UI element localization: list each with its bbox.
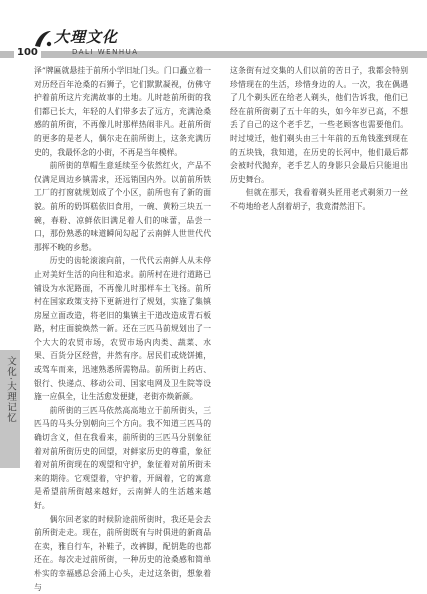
magazine-logo — [32, 22, 152, 62]
paragraph: 这条街有过交集的人们以前的苦日子，我都会特别珍惜现在的生活，珍惜身边的人。一次，我在偶遇了几个剃头匠在给老人剃头，他们告诉我，他们已经在前所街剃了五十年的头，如今年岁已高，不想丢了自己的这个老手艺，一些老顾客也需要他们。时过境迁，他们剃头由三十年前的五角钱涨到现在的五块钱，我知道，在历史的长河中，他们最后都会被时代抛弃，老手艺人的身影只会最后只能退出历史舞台。 — [230, 66, 408, 184]
paragraph: 泽”牌匾就悬挂于前所小学旧址门头。门口矗立着一对历经百年沧桑的石狮子，它们默默凝视，仿佛守护着前所这片充满故事的土地。儿时趁前所街的我们都已长大，年轻的人们带多去了远方，充满沧桑感的前所街，不再像儿时那样热闹非凡。赶前所街的更多的是老人，偶尔走在前所街上，这条充满历史的，我最怀念的小街，不再是当年模样。 — [34, 66, 211, 157]
paragraph: 偶尔回老家的时候阶途前所街时，我还是会去前所街走走。现在，前所街既有与时俱进的新商品在卖，雅自行车，补鞋子，改裤脚，配钥匙的也都还在。每次走过前所街，一种历史的沧桑感和简单朴实的幸福感总会涌上心头，走过这条街，想象着与 — [34, 514, 211, 592]
section-tab — [0, 350, 20, 468]
section-tab-label: 文化·大理记忆 — [5, 356, 16, 424]
right-column — [230, 64, 408, 214]
logo-subtitle: DALI WENHUA — [72, 48, 139, 56]
logo-title: 大理文化 — [54, 28, 119, 46]
paragraph: 前所街的草帽生意延续至今依然红火，产品不仅满足周边乡镇需求，还远销国内外。以前前所铁工厂的打窗就规划成了个小区，前所也有了新的面貌。前所的奶饵糕依旧食用，一碗、黄粉三块五一碗，春粉、凉鲜依旧满足着人们的味蕾，品尝一口，那份熟悉的味道瞬间勾起了云南鲜人世世代代那挥不晚的乡愁。 — [34, 161, 211, 252]
page-number: 100 — [14, 47, 41, 59]
paragraph: 历史的齿轮滚滚向前，一代代云南鲜人从未停止对美好生活的向往和追求。前所村在进行道路已铺设为水泥路面，不再像儿时那样车土飞扬。前所村在国家政策支持下更新进行了规划，实施了集镇房屋立面改造，将老旧的集镇主干道改造成青石板路，村庄面貌焕然一新。还在三匹马前规划出了一个大大的农贸市场，农贸市场内肉类、蔬菜、水果、百货分区经营，井然有序。居民们或烧饼摊，或驾车而来，迅速熟悉所需物品。前所街上药店、银行、快递点、移动公司、国家电网及卫生院等设施一应俱全，让生活愈发便捷，老街亦焕新颜。 — [34, 256, 211, 402]
paragraph: 但就在那天，我看着剃头匠用老式剃须刀一丝不苟地给老人刮着胡子，我竟潸然泪下。 — [230, 188, 408, 211]
brush-stroke-icon — [32, 28, 54, 50]
paragraph: 前所街的三匹马依然高高地立于前所街头，三匹马的马头分别朝向三个方向。我不知道三匹马的确切含义，但在我看来，前所街的三匹马分别象征着对前所街历史的回望，对鲜家历史的尊重，象征着对前所街现在的观望和守护，象征着对前所街未来的期待。它观望着，守护着，开阔着，它的寓意是希望前所街越来越好，云南鲜人的生活越来越好。 — [34, 405, 211, 510]
left-column — [34, 64, 211, 594]
